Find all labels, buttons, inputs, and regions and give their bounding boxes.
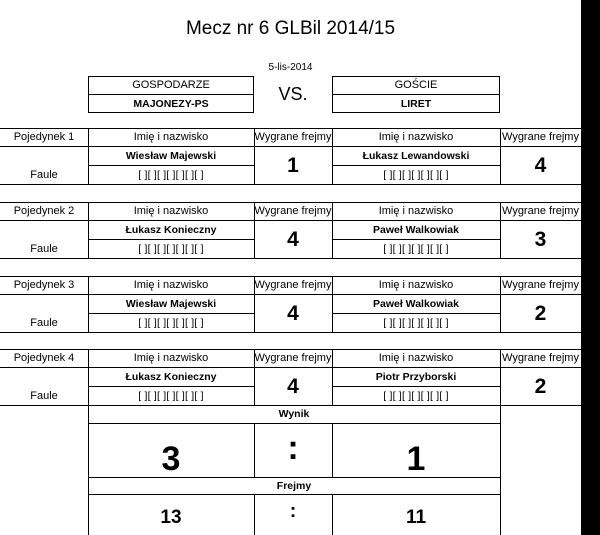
home-name-header: Imię i nazwisko: [133, 279, 209, 291]
duel-1: [0, 128, 581, 185]
fouls-label: Faule: [30, 169, 58, 181]
home-player: Wiesław Majewski: [125, 298, 217, 310]
duel-label: Pojedynek 2: [13, 205, 75, 217]
duel-4: [0, 349, 581, 406]
versus-label: VS.: [278, 84, 308, 104]
away-player: Paweł Walkowiak: [373, 224, 459, 236]
fouls-label: Faule: [30, 317, 58, 329]
duel-3: [0, 276, 581, 333]
home-frames-won: 4: [287, 227, 299, 251]
duel-label: Pojedynek 3: [13, 279, 75, 291]
result-separator: :: [287, 428, 299, 467]
result-label: Wynik: [278, 408, 310, 420]
home-team-name: MAJONEZY-PS: [133, 97, 209, 110]
duel-label: Pojedynek 1: [13, 131, 75, 143]
away-frames-header: Wygrane frejmy: [502, 352, 579, 364]
home-frames-header: Wygrane frejmy: [254, 279, 332, 291]
fouls-label: Faule: [30, 390, 58, 402]
page-title: Mecz nr 6 GLBil 2014/15: [185, 18, 396, 39]
match-date: 5-lis-2014: [268, 61, 313, 73]
away-foul-boxes: [ ][ ][ ][ ][ ][ ][ ]: [383, 390, 449, 402]
home-frames-won: 4: [287, 374, 299, 398]
away-player: Paweł Walkowiak: [373, 298, 459, 310]
away-frames-won: 2: [534, 374, 547, 398]
frames-home: 13: [160, 507, 182, 528]
away-foul-boxes: [ ][ ][ ][ ][ ][ ][ ]: [383, 317, 449, 329]
home-player: Łukasz Konieczny: [125, 371, 217, 383]
away-frames-won: 4: [534, 153, 547, 177]
result-home: 3: [161, 439, 181, 478]
home-name-header: Imię i nazwisko: [133, 352, 209, 364]
frames-separator: :: [289, 501, 297, 522]
home-foul-boxes: [ ][ ][ ][ ][ ][ ][ ]: [138, 169, 204, 181]
away-frames-won: 3: [534, 227, 547, 251]
home-frames-won: 1: [287, 153, 299, 177]
home-label: GOSPODARZE: [132, 79, 210, 91]
home-foul-boxes: [ ][ ][ ][ ][ ][ ][ ]: [138, 243, 204, 255]
away-player: Piotr Przyborski: [375, 371, 457, 383]
away-name-header: Imię i nazwisko: [378, 352, 454, 364]
duel-2: [0, 202, 581, 259]
away-frames-header: Wygrane frejmy: [502, 131, 579, 143]
home-frames-won: 4: [287, 301, 299, 325]
frames-label: Frejmy: [276, 479, 312, 492]
home-frames-header: Wygrane frejmy: [254, 352, 332, 364]
home-player: Łukasz Konieczny: [125, 224, 217, 236]
home-frames-header: Wygrane frejmy: [254, 131, 332, 143]
fouls-label: Faule: [30, 243, 58, 255]
home-foul-boxes: [ ][ ][ ][ ][ ][ ][ ]: [138, 390, 204, 402]
home-frames-header: Wygrane frejmy: [254, 205, 332, 217]
duel-label: Pojedynek 4: [13, 352, 75, 364]
home-foul-boxes: [ ][ ][ ][ ][ ][ ][ ]: [138, 317, 204, 329]
away-team-name: LIRET: [400, 97, 432, 110]
away-name-header: Imię i nazwisko: [378, 205, 454, 217]
away-frames-won: 2: [534, 301, 547, 325]
away-player: Łukasz Lewandowski: [362, 150, 470, 162]
away-foul-boxes: [ ][ ][ ][ ][ ][ ][ ]: [383, 243, 449, 255]
away-name-header: Imię i nazwisko: [378, 279, 454, 291]
away-name-header: Imię i nazwisko: [378, 131, 454, 143]
home-player: Wiesław Majewski: [125, 150, 217, 162]
away-frames-header: Wygrane frejmy: [502, 279, 579, 291]
home-name-header: Imię i nazwisko: [133, 205, 209, 217]
away-frames-header: Wygrane frejmy: [502, 205, 579, 217]
frames-away: 11: [405, 507, 427, 528]
home-name-header: Imię i nazwisko: [133, 131, 209, 143]
result-away: 1: [406, 439, 426, 478]
away-foul-boxes: [ ][ ][ ][ ][ ][ ][ ]: [383, 169, 449, 181]
result-section: [88, 405, 500, 535]
away-label: GOŚCIE: [394, 79, 438, 91]
